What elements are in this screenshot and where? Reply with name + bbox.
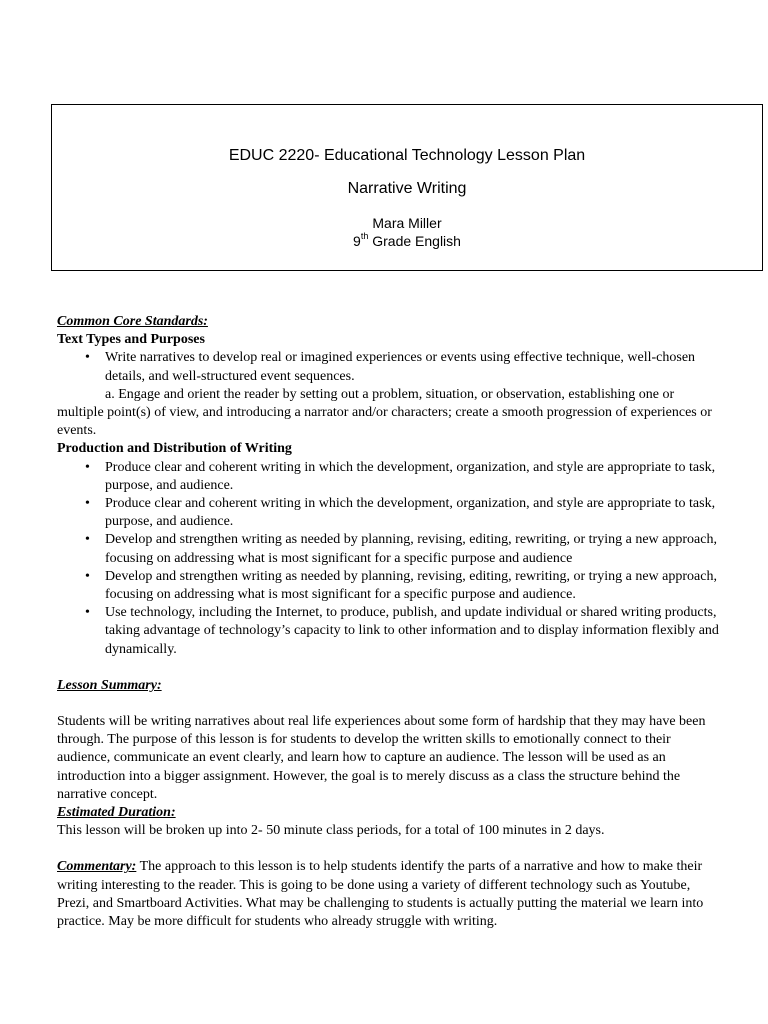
- text-types-list: [57, 349, 723, 385]
- list-item: [57, 604, 723, 659]
- document-body: [57, 313, 723, 931]
- duration-heading: Estimated Duration:: [57, 805, 176, 821]
- list-item: [57, 531, 723, 567]
- bullet-icon: •: [85, 350, 90, 366]
- text-types-subitem: a. Engage and orient the reader by setting out a problem, situation, or observation, establishing one or multiple point(s) of view, and introducing a narrator and/or characters; create a smooth progression of experiences or events.: [57, 386, 712, 439]
- document-subtitle: Narrative Writing: [347, 180, 467, 197]
- bullet-icon: •: [85, 605, 90, 621]
- grade-suffix: th: [360, 231, 369, 242]
- list-item-text: Write narratives to develop real or imagined experiences or events using effective technique, well-chosen details, and well-structured event sequences.: [105, 350, 696, 384]
- text-types-heading: Text Types and Purposes: [57, 332, 205, 348]
- list-item-text: Develop and strengthen writing as needed by planning, revising, editing, rewriting, or trying a new approach, focusing on addressing what is most significant for a specific purpose and audience.: [105, 568, 717, 603]
- list-item: [57, 568, 723, 604]
- commentary-heading: Commentary:: [57, 859, 137, 875]
- bullet-icon: •: [85, 496, 90, 512]
- production-heading: Production and Distribution of Writing: [57, 441, 292, 457]
- production-list: [57, 459, 723, 659]
- grade-rest: Grade English: [368, 233, 461, 249]
- summary-text: Students will be writing narratives about real life experiences about some form of hardship that they may have been through. The purpose of this lesson is for students to develop the written skills to emotionally connect to their audience, communicate an event clearly, and learn how to capture an audience. The lesson will be used as an introduction into a bigger assignment. However, the goal is to merely discuss as a class the structure behind the narrative concept.: [57, 714, 706, 802]
- summary-heading: Lesson Summary:: [57, 677, 162, 693]
- header-box: [51, 104, 763, 271]
- commentary-text: The approach to this lesson is to help students identify the parts of a narrative and how to make their writing interesting to the reader. This is going to be done using a variety of different technology such as Youtube, Prezi, and Smartboard Activities. What may be challenging to students is actually putting the material we learn into practice. May be more difficult for students who already struggle with writing.: [57, 859, 704, 930]
- list-item-text: Produce clear and coherent writing in which the development, organization, and style are appropriate to task, purpose, and audience.: [105, 459, 716, 493]
- list-item: [57, 495, 723, 531]
- bullet-icon: •: [85, 532, 90, 548]
- document-title: EDUC 2220- Educational Technology Lesson Plan: [228, 147, 586, 164]
- commentary-paragraph: [57, 858, 723, 931]
- list-item-text: Use technology, including the Internet, to produce, publish, and update individual or shared writing products, taking advantage of technology’s capacity to link to other information and to display information flexibly and dynamically.: [105, 605, 719, 657]
- list-item-text: Produce clear and coherent writing in which the development, organization, and style are appropriate to task, purpose, and audience.: [105, 496, 716, 530]
- list-item-text: Develop and strengthen writing as needed by planning, revising, editing, rewriting, or trying a new approach, focusing on addressing what is most significant for a specific purpose and audience: [105, 532, 717, 566]
- duration-text: This lesson will be broken up into 2- 50 minute class periods, for a total of 100 minutes in 2 days.: [57, 823, 605, 839]
- author-name: Mara Miller: [372, 215, 442, 231]
- grade-number: 9: [353, 233, 361, 249]
- list-item: [57, 349, 723, 385]
- standards-heading: Common Core Standards:: [57, 314, 208, 329]
- list-item: [57, 459, 723, 495]
- bullet-icon: •: [85, 568, 90, 584]
- grade-level: [52, 233, 762, 250]
- bullet-icon: •: [85, 459, 90, 475]
